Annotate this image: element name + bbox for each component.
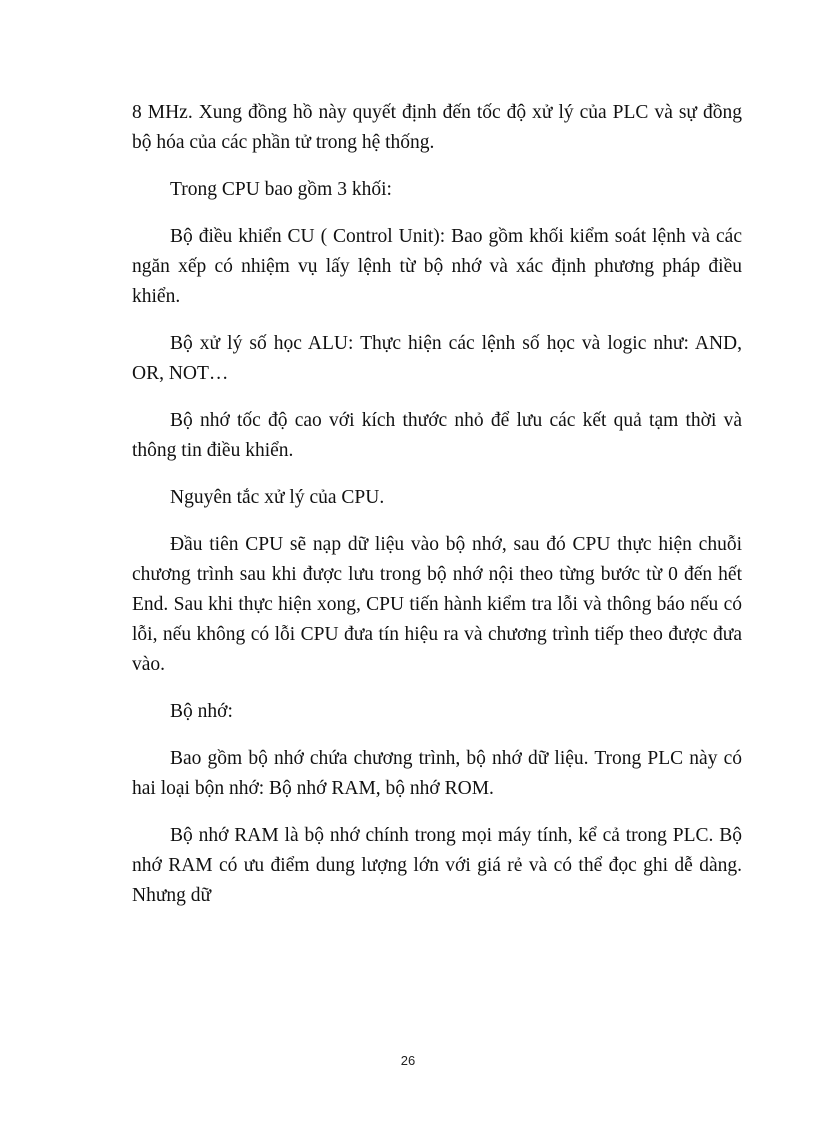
paragraph-continuation: 8 MHz. Xung đồng hồ này quyết định đến tốc độ xử lý của PLC và sự đồng bộ hóa của các phần tử trong hệ thống. [132,102,742,153]
paragraph-memory-heading: Bộ nhớ: [170,701,233,722]
paragraph-cpu-blocks-intro: Trong CPU bao gồm 3 khối: [170,179,392,200]
paragraph-control-unit: Bộ điều khiển CU ( Control Unit): Bao gồm khối kiểm soát lệnh và các ngăn xếp có nhiệm vụ lấy lệnh từ bộ nhớ và xác định phương pháp điều khiển. [132,226,742,307]
paragraph-memory-types: Bao gồm bộ nhớ chứa chương trình, bộ nhớ dữ liệu. Trong PLC này có hai loại bộn nhớ: Bộ nhớ RAM, bộ nhớ ROM. [132,748,742,799]
paragraph-cpu-principle-heading: Nguyên tắc xử lý của CPU. [170,487,385,508]
page-number: 26 [400,1053,416,1068]
page-body [132,98,742,928]
paragraph-ram: Bộ nhớ RAM là bộ nhớ chính trong mọi máy tính, kể cả trong PLC. Bộ nhớ RAM có ưu điểm dung lượng lớn với giá rẻ và có thể đọc ghi dễ dàng. Nhưng dữ [132,825,742,906]
paragraph-alu: Bộ xử lý số học ALU: Thực hiện các lệnh số học và logic như: AND, OR, NOT… [132,333,742,384]
paragraph-high-speed-memory: Bộ nhớ tốc độ cao với kích thước nhỏ để lưu các kết quả tạm thời và thông tin điều khiển. [132,410,742,461]
paragraph-cpu-principle: Đầu tiên CPU sẽ nạp dữ liệu vào bộ nhớ, sau đó CPU thực hiện chuỗi chương trình sau khi được lưu trong bộ nhớ nội theo từng bước từ 0 đến hết End. Sau khi thực hiện xong, CPU tiến hành kiểm tra lỗi và thông báo nếu có lỗi, nếu không có lỗi CPU đưa tín hiệu ra và chương trình tiếp theo được đưa vào. [132,534,742,675]
